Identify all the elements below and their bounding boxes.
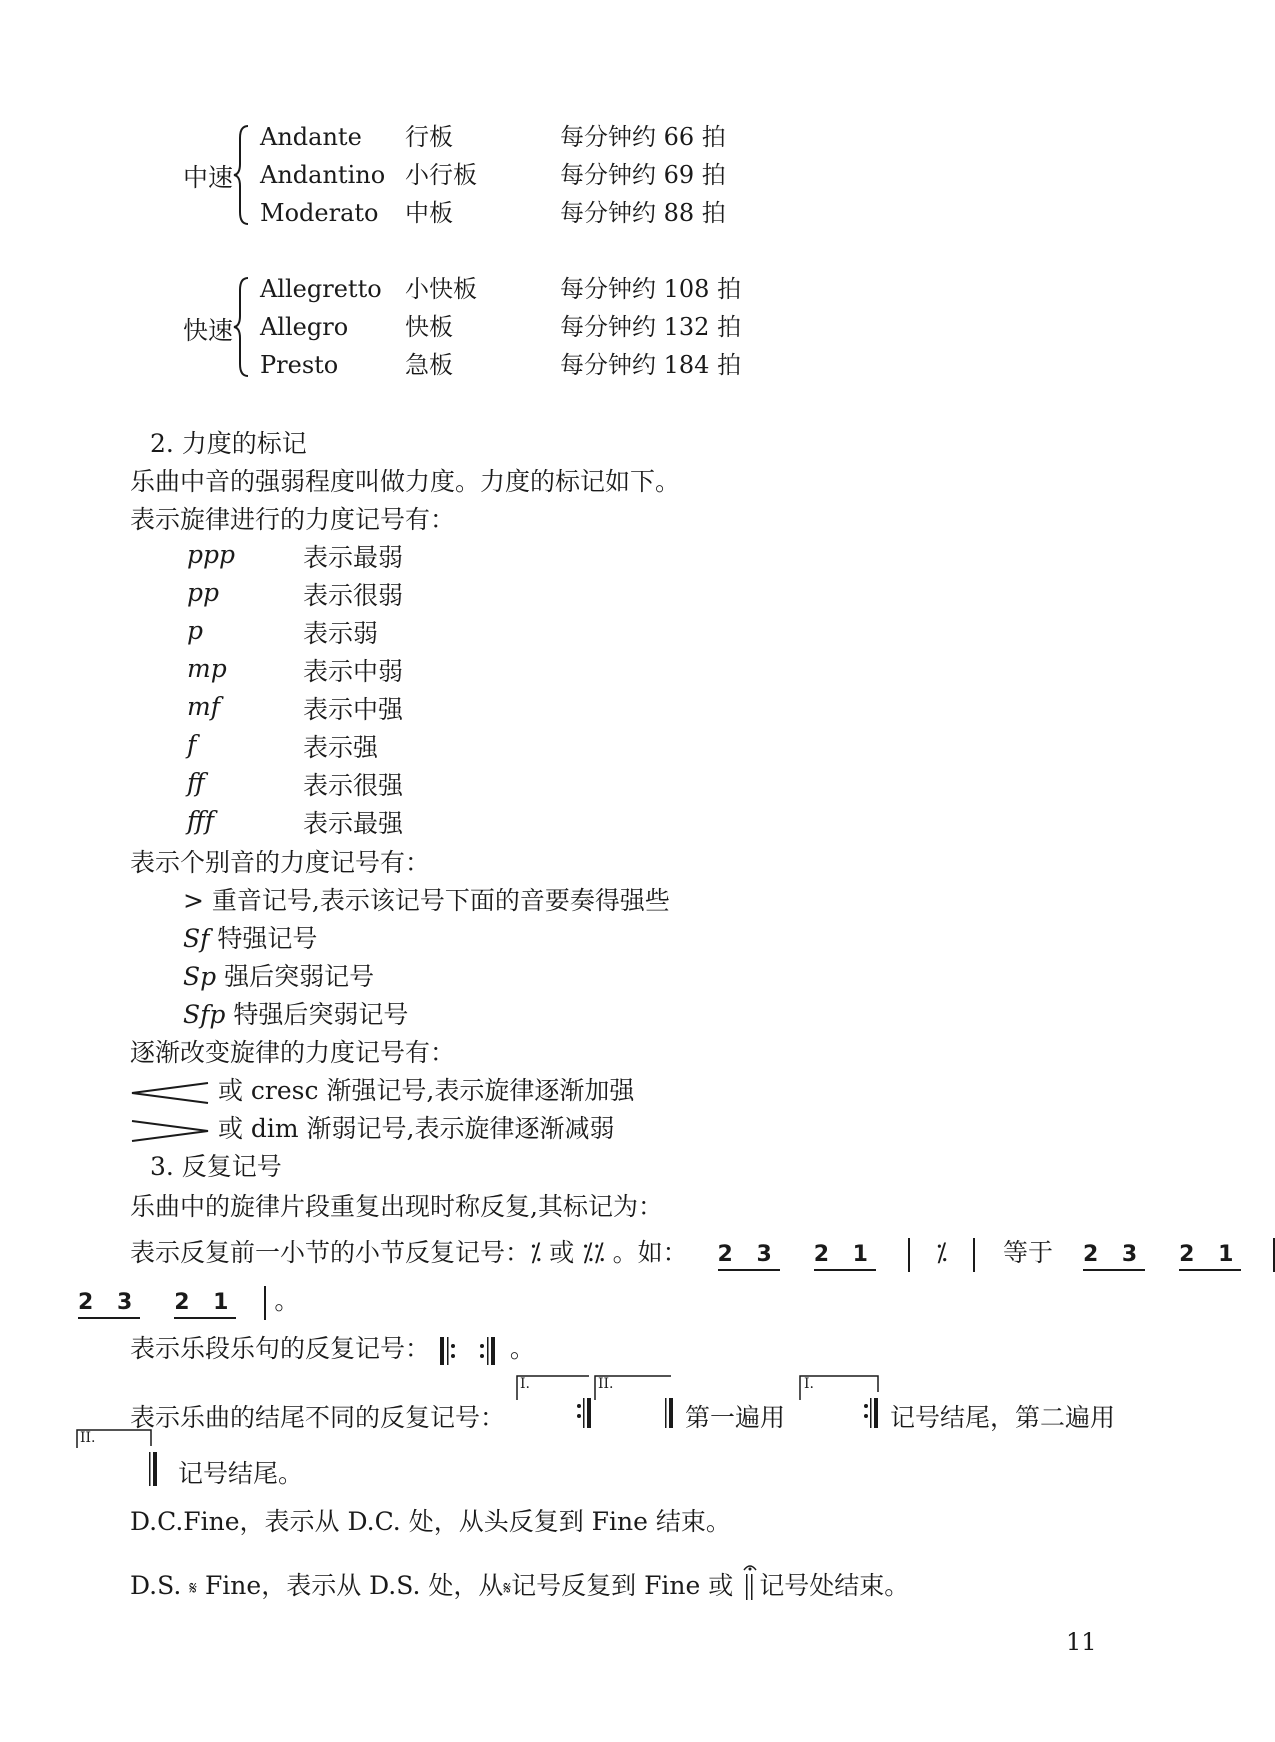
numbered-note: 2 1	[1179, 1242, 1241, 1271]
section-heading-dynamics: 2. 力度的标记	[150, 429, 307, 458]
dynamic-symbol: p	[187, 616, 204, 645]
dynamic-desc: 表示中强	[303, 695, 404, 724]
dynamic-symbol: mp	[187, 654, 227, 683]
dynamic-symbol: Sfp	[183, 1000, 226, 1029]
dim-line	[130, 1109, 615, 1145]
dynamic-symbol: ff	[187, 768, 205, 797]
brace-icon	[232, 276, 250, 378]
dynamic-desc: 表示很弱	[303, 581, 404, 610]
numbered-note: 2 3	[718, 1242, 780, 1271]
tempo-term: Allegro	[260, 313, 349, 341]
dynamic-symbol: ppp	[187, 540, 236, 569]
ds-text: 记号反复到 Fine 或	[511, 1571, 734, 1600]
dynamic-item	[183, 957, 374, 993]
barline-icon	[264, 1286, 266, 1320]
repeat-signs-icon	[438, 1335, 502, 1367]
tempo-term: Allegretto	[260, 275, 382, 303]
dynamic-symbol: pp	[187, 578, 220, 607]
tempo-term: Presto	[260, 351, 339, 379]
dynamic-symbol: Sf	[183, 924, 210, 953]
segno-icon: 𝄋	[503, 1578, 512, 1599]
section-repeat-text: 表示乐段乐句的反复记号：	[130, 1334, 431, 1363]
dynamic-symbol: fff	[187, 806, 214, 835]
ending-repeat-text: 表示乐曲的结尾不同的反复记号：	[130, 1403, 506, 1432]
dynamic-item	[183, 919, 317, 955]
section-heading-repeat: 3. 反复记号	[150, 1152, 282, 1181]
segno-icon: 𝄋	[189, 1578, 197, 1599]
ending-second-text: 记号结尾，第二遍用	[890, 1403, 1116, 1432]
tempo-cn: 小快板	[405, 275, 477, 303]
bar-repeat-text: 表示反复前一小节的小节反复记号：	[130, 1238, 531, 1267]
ds-text: Fine，表示从 D.S. 处，从	[204, 1571, 504, 1600]
dynamic-desc: 表示强	[303, 733, 379, 762]
tempo-bpm: 每分钟约 108 拍	[560, 275, 742, 303]
dynamic-item	[183, 881, 670, 917]
dynamics-intro: 乐曲中音的强弱程度叫做力度。力度的标记如下。	[130, 467, 681, 496]
tempo-term: Andantino	[260, 161, 386, 189]
cresc-line	[130, 1071, 634, 1107]
ds-text: 记号处结束。	[759, 1571, 910, 1600]
tempo-term: Andante	[260, 123, 362, 151]
dynamic-desc: 表示最强	[303, 809, 404, 838]
dynamic-desc: 表示中弱	[303, 657, 404, 686]
period-text: 。	[509, 1334, 535, 1363]
bar-repeat-line-cont	[78, 1281, 299, 1320]
tempo-term: Moderato	[260, 199, 379, 227]
fermata-barline-icon	[741, 1560, 759, 1602]
gradual-dynamics-title: 逐渐改变旋律的力度记号有：	[130, 1038, 456, 1067]
dynamic-symbol: mf	[187, 692, 220, 721]
dynamic-item	[183, 995, 408, 1031]
bar-repeat-line	[130, 1233, 1275, 1272]
volta-brackets-icon	[515, 1372, 675, 1432]
tempo-cn: 中板	[405, 199, 453, 227]
bar-repeat-symbols: ⁒ 或 ⁒⁒ 。如：	[530, 1238, 688, 1267]
tempo-row	[260, 194, 760, 232]
group-label: 快速	[183, 316, 234, 345]
dynamic-desc: 重音记号,表示该记号下面的音要奏得强些	[211, 886, 670, 915]
numbered-note: 2 3	[1083, 1242, 1145, 1271]
dynamic-desc: 表示最弱	[303, 543, 404, 572]
tempo-cn: 行板	[405, 123, 453, 151]
tempo-cn: 快板	[405, 313, 453, 341]
dynamic-desc: 特强记号	[217, 924, 318, 953]
numbered-note: 2 3	[78, 1290, 140, 1319]
volta-label: I.	[520, 1376, 530, 1392]
volta-label: II.	[598, 1376, 614, 1392]
numbered-note: 2 1	[814, 1242, 876, 1271]
barline-icon	[973, 1238, 975, 1272]
melody-dynamics-title: 表示旋律进行的力度记号有：	[130, 505, 456, 534]
diminuendo-hairpin-icon	[130, 1118, 210, 1144]
tempo-row	[260, 156, 760, 194]
volta-label: I.	[804, 1376, 814, 1392]
period-text: 。	[274, 1286, 300, 1315]
dynamic-symbol: >	[183, 886, 204, 915]
tempo-bpm: 每分钟约 69 拍	[560, 161, 726, 189]
brace-icon	[232, 124, 250, 226]
dynamic-desc: 强后突弱记号	[224, 962, 375, 991]
single-dynamics-title: 表示个别音的力度记号有：	[130, 848, 431, 877]
tempo-bpm: 每分钟约 184 拍	[560, 351, 742, 379]
repeat-intro: 乐曲中的旋律片段重复出现时称反复,其标记为：	[130, 1192, 663, 1221]
tempo-cn: 急板	[405, 351, 453, 379]
page-number: 11	[1066, 1628, 1097, 1656]
barline-icon	[908, 1238, 910, 1272]
tempo-cn: 小行板	[405, 161, 477, 189]
dynamic-desc: 特强后突弱记号	[233, 1000, 409, 1029]
dynamic-desc: 表示弱	[303, 619, 379, 648]
tempo-bpm: 每分钟约 66 拍	[560, 123, 726, 151]
numbered-note: 2 1	[174, 1290, 236, 1319]
dc-fine-line: D.C.Fine，表示从 D.C. 处，从头反复到 Fine 结束。	[130, 1507, 731, 1536]
tempo-row	[260, 118, 760, 156]
tempo-bpm: 每分钟约 132 拍	[560, 313, 742, 341]
crescendo-hairpin-icon	[130, 1080, 210, 1106]
ending-first-text: 第一遍用	[685, 1403, 786, 1432]
tempo-bpm: 每分钟约 88 拍	[560, 199, 726, 227]
dynamic-desc: 表示很强	[303, 771, 404, 800]
dynamic-symbol: Sp	[183, 962, 217, 991]
tempo-row	[260, 270, 780, 308]
section-repeat-line	[130, 1329, 535, 1367]
group-label: 中速	[183, 163, 234, 192]
ds-text: D.S.	[130, 1571, 182, 1600]
ending-repeat-line	[130, 1398, 505, 1434]
tempo-row	[260, 346, 780, 384]
bar-repeat-icon: ⁒	[935, 1238, 948, 1267]
dynamic-symbol: f	[187, 730, 197, 759]
cresc-text: 或 cresc 渐强记号,表示旋律逐渐加强	[217, 1076, 635, 1105]
ds-fine-line	[130, 1560, 909, 1602]
ending-end-text: 记号结尾。	[178, 1459, 304, 1488]
dim-text: 或 dim 渐弱记号,表示旋律逐渐减弱	[217, 1114, 615, 1143]
tempo-row	[260, 308, 780, 346]
volta-label: II.	[80, 1430, 96, 1446]
equals-text: 等于	[1003, 1238, 1054, 1267]
